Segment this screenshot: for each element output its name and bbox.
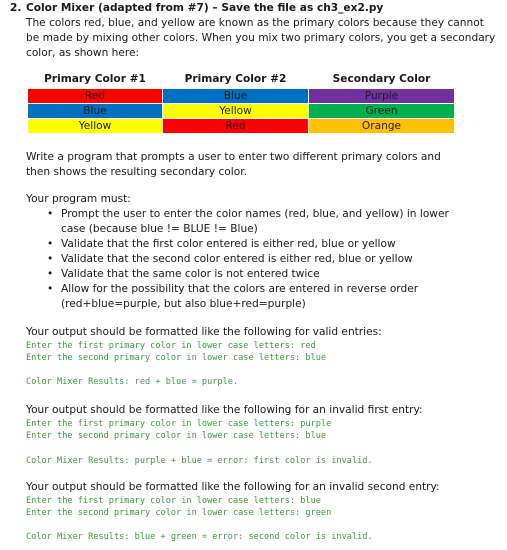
table-header-primary-2: Primary Color #2: [184, 73, 287, 85]
bullet-icon: •: [47, 253, 54, 265]
table-body: [28, 89, 455, 134]
example-prompt-first: Enter the first primary color in lower case letters: red: [26, 341, 316, 351]
example-result: Color Mixer Results: red + blue = purple.: [26, 377, 239, 387]
task-paragraph: Write a program that prompts a user to enter two different primary colors and then shows the resulting secondary color.: [26, 151, 441, 178]
cell-secondary: Green: [309, 104, 455, 119]
example-prompt-first: Enter the first primary color in lower case letters: blue: [26, 496, 321, 506]
bullet-icon: •: [47, 283, 54, 295]
example-prompt-second: Enter the second primary color in lower case letters: green: [26, 508, 332, 518]
example-intro-invalid-first: Your output should be formatted like the following for an invalid first entry:: [26, 404, 423, 416]
bullet-icon: •: [47, 208, 54, 220]
requirements-list: [43, 207, 453, 312]
table-header-primary-1: Primary Color #1: [44, 73, 146, 85]
assignment-heading: [10, 1, 383, 16]
cell-primary-1: Blue: [28, 104, 163, 119]
intro-paragraph: The colors red, blue, and yellow are known as the primary colors because they cannot be made by mixing other colors. When you mix two primary colors, you get a secondary color, as shown here:: [26, 17, 496, 59]
requirement-text: Validate that the second color entered is either red, blue or yellow: [61, 253, 413, 265]
cell-secondary: Purple: [309, 89, 455, 104]
bullet-icon: •: [47, 238, 54, 250]
requirement-item: [43, 282, 453, 312]
cell-primary-2: Blue: [163, 89, 309, 104]
cell-primary-1: Yellow: [28, 119, 163, 134]
example-prompt-second: Enter the second primary color in lower case letters: blue: [26, 353, 327, 363]
table-row: [28, 119, 455, 134]
requirement-item: [43, 207, 453, 237]
cell-secondary: Orange: [309, 119, 455, 134]
requirement-item: [43, 252, 453, 267]
example-result: Color Mixer Results: blue + green = error: second color is invalid.: [26, 532, 373, 542]
requirement-text: Allow for the possibility that the colors are entered in reverse order (red+blue=purple, but also blue+red=purple): [61, 283, 419, 310]
example-prompt-first: Enter the first primary color in lower case letters: purple: [26, 419, 332, 429]
assignment-title: Color Mixer (adapted from #7) – Save the file as ch3_ex2.py: [26, 2, 384, 14]
assignment-number: 2.: [10, 2, 22, 14]
example-intro-invalid-second: Your output should be formatted like the following for an invalid second entry:: [26, 481, 440, 493]
color-mix-table: [27, 72, 455, 134]
requirements-heading: Your program must:: [26, 193, 131, 205]
bullet-icon: •: [47, 268, 54, 280]
cell-primary-2: Yellow: [163, 104, 309, 119]
requirement-text: Prompt the user to enter the color names (red, blue, and yellow) in lower case (because blue != BLUE != Blue): [61, 208, 449, 235]
table-row: [28, 104, 455, 119]
requirement-text: Validate that the first color entered is either red, blue or yellow: [61, 238, 396, 250]
cell-primary-1: Red: [28, 89, 163, 104]
requirement-item: [43, 267, 453, 282]
cell-primary-2: Red: [163, 119, 309, 134]
table-header-row: [28, 72, 455, 89]
table-header-secondary: Secondary Color: [332, 73, 431, 85]
table-row: [28, 89, 455, 104]
example-result: Color Mixer Results: purple + blue = error: first color is invalid.: [26, 456, 373, 466]
requirement-item: [43, 237, 453, 252]
example-intro-valid: Your output should be formatted like the following for valid entries:: [26, 326, 382, 338]
example-prompt-second: Enter the second primary color in lower case letters: blue: [26, 431, 327, 441]
requirement-text: Validate that the same color is not entered twice: [61, 268, 320, 280]
